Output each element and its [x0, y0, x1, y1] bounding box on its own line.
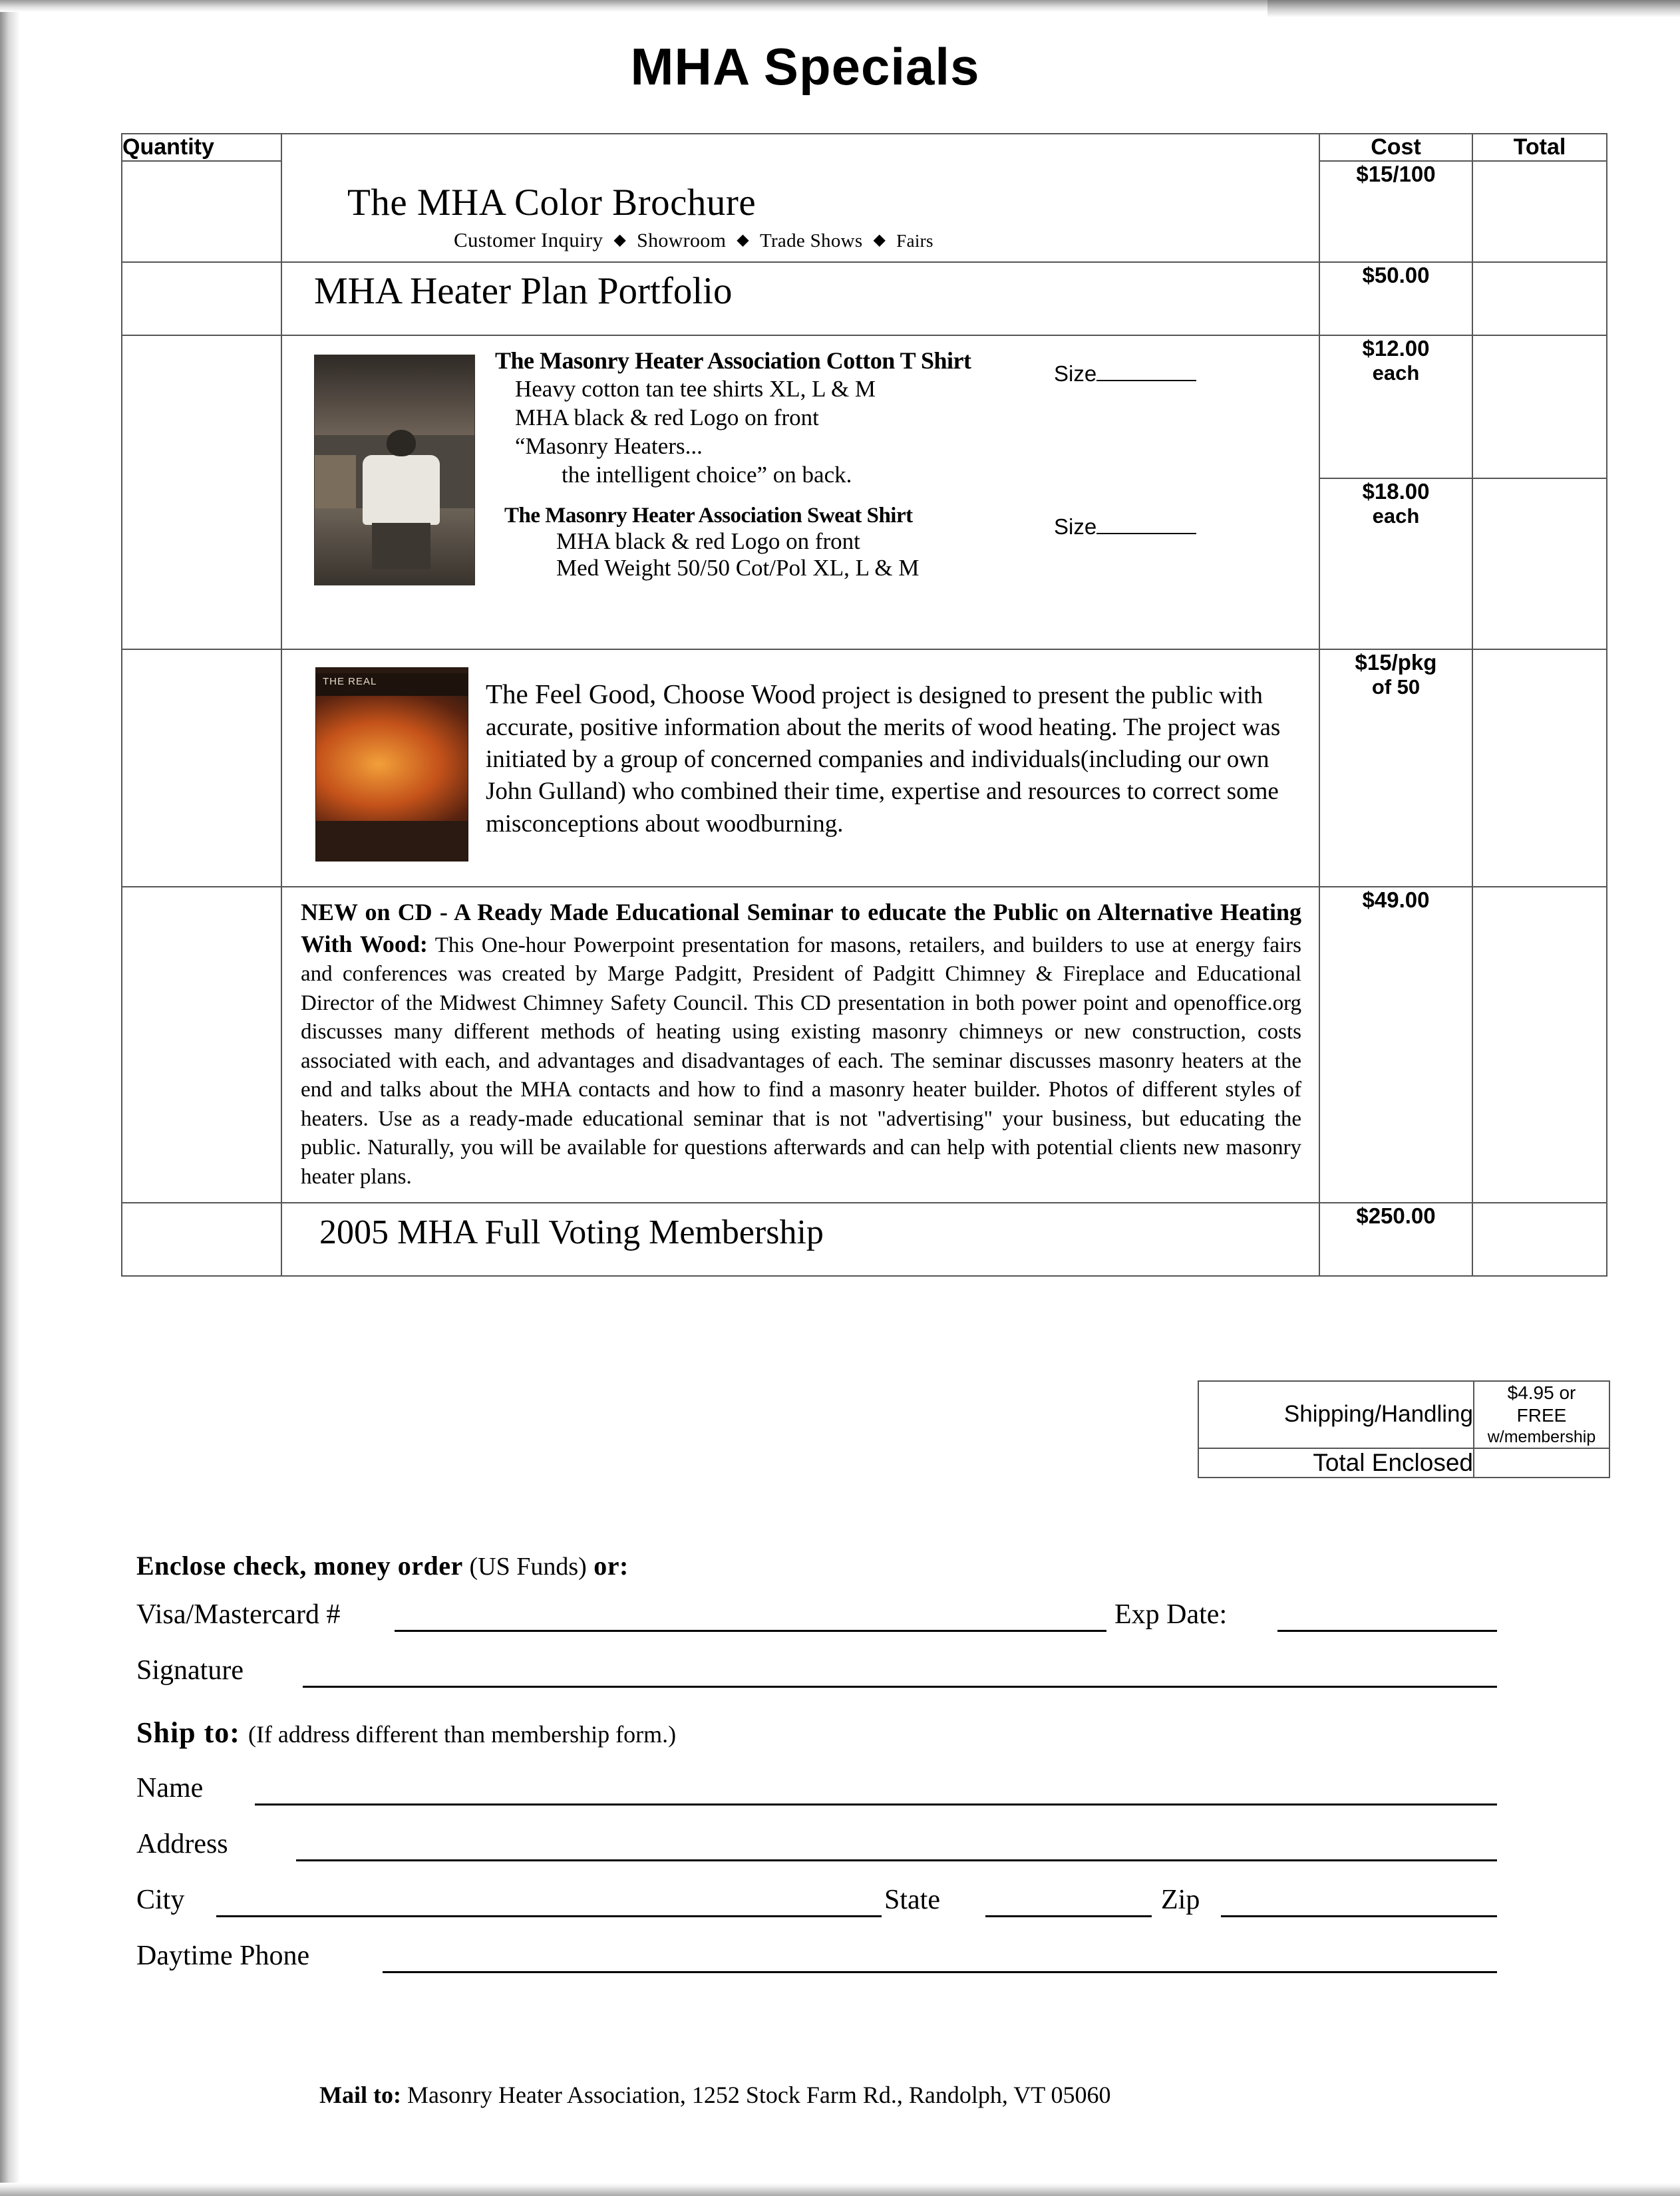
table-row-tshirt	[122, 335, 1607, 478]
cost-sweatshirt-unit: each	[1372, 504, 1420, 528]
ship-to-title: Ship to:	[136, 1716, 240, 1749]
choose-wood-booklet-photo	[315, 667, 468, 862]
cost-cd: $49.00	[1319, 887, 1472, 1203]
payment-section	[136, 1550, 1507, 1978]
cost-membership: $250.00	[1319, 1203, 1472, 1276]
zip-label: Zip	[1161, 1885, 1200, 1915]
brochure-sub-4: Fairs	[896, 231, 933, 251]
totals-table	[1198, 1380, 1610, 1478]
total-enclosed-label: Total Enclosed	[1198, 1448, 1474, 1478]
booklet-caption: THE REAL	[323, 676, 377, 687]
feel-good-text	[486, 650, 1319, 854]
state-label: State	[884, 1885, 940, 1915]
mail-to-address: Masonry Heater Association, 1252 Stock Farm Rd., Randolph, VT 05060	[407, 2082, 1111, 2108]
quantity-input-feel-good[interactable]	[122, 649, 281, 887]
sweatshirt-line-1: MHA black & red Logo on front	[556, 528, 860, 555]
membership-title: 2005 MHA Full Voting Membership	[319, 1213, 824, 1252]
desc-feel-good	[281, 649, 1319, 887]
shipping-value-line1: $4.95 or	[1507, 1382, 1576, 1403]
shipping-value-line3: w/membership	[1487, 1428, 1596, 1447]
cost-tshirt-amount: $12.00	[1362, 336, 1430, 361]
name-input[interactable]	[255, 1804, 1497, 1805]
tshirt-size-field[interactable]	[1054, 361, 1196, 387]
exp-date-label: Exp Date:	[1114, 1599, 1228, 1630]
order-items-table	[121, 133, 1607, 1277]
sweatshirt-line-2: Med Weight 50/50 Cot/Pol XL, L & M	[556, 555, 920, 581]
diamond-bullet-icon-2: ◆	[737, 232, 749, 249]
sweatshirt-size-label: Size	[1054, 514, 1097, 539]
tshirt-line-2: MHA black & red Logo on front	[515, 404, 819, 431]
tshirt-line-1: Heavy cotton tan tee shirts XL, L & M	[515, 376, 876, 402]
signature-label: Signature	[136, 1655, 244, 1686]
brochure-subtitle	[287, 224, 1322, 260]
cost-portfolio: $50.00	[1319, 262, 1472, 335]
table-row-membership	[122, 1203, 1607, 1276]
shipping-value-line2: FREE	[1516, 1405, 1567, 1426]
feel-good-title: The Feel Good, Choose Wood	[486, 679, 816, 709]
cost-feel-good-amount: $15/pkg	[1355, 650, 1437, 675]
header-total: Total	[1472, 134, 1607, 161]
enclose-instructions	[136, 1550, 1507, 1581]
phone-row	[136, 1940, 1507, 1978]
shipping-value	[1474, 1381, 1609, 1448]
address-input[interactable]	[296, 1859, 1497, 1861]
tshirt-heading: The Masonry Heater Association Cotton T Shirt	[495, 347, 971, 374]
cost-tshirt	[1319, 335, 1472, 478]
cost-tshirt-unit: each	[1372, 361, 1420, 385]
table-header-row	[122, 134, 1607, 161]
cost-feel-good-unit: of 50	[1371, 675, 1421, 699]
enclose-or-text: or:	[593, 1551, 629, 1581]
city-label: City	[136, 1885, 185, 1915]
total-input-portfolio[interactable]	[1472, 262, 1607, 335]
desc-membership	[281, 1203, 1319, 1276]
tshirt-line-4: the intelligent choice” on back.	[562, 462, 852, 488]
sweatshirt-size-field[interactable]	[1054, 514, 1196, 540]
exp-date-input[interactable]	[1277, 1630, 1497, 1632]
card-number-label: Visa/Mastercard #	[136, 1599, 341, 1630]
brochure-title: The MHA Color Brochure	[347, 182, 756, 224]
cost-sweatshirt-amount: $18.00	[1362, 478, 1430, 504]
page-corner-shadow	[1267, 0, 1680, 17]
total-enclosed-row	[1198, 1448, 1609, 1478]
phone-input[interactable]	[383, 1971, 1497, 1973]
signature-row	[136, 1654, 1507, 1693]
sweatshirt-heading: The Masonry Heater Association Sweat Shirt	[504, 504, 913, 528]
desc-brochure	[287, 174, 1322, 260]
signature-input[interactable]	[303, 1686, 1497, 1688]
table-row-feel-good	[122, 649, 1607, 887]
desc-cd	[281, 887, 1319, 1203]
header-cost: Cost	[1319, 134, 1472, 161]
address-label: Address	[136, 1829, 228, 1859]
total-input-sweatshirt[interactable]	[1472, 478, 1607, 649]
brochure-sub-3: Trade Shows	[759, 230, 863, 251]
tshirt-size-label: Size	[1054, 361, 1097, 386]
total-input-membership[interactable]	[1472, 1203, 1607, 1276]
quantity-input-cd[interactable]	[122, 887, 281, 1203]
mail-to-footer	[319, 2081, 1111, 2109]
ship-to-heading	[136, 1716, 1507, 1750]
brochure-sub-1: Customer Inquiry	[454, 228, 603, 251]
feel-good-body: project is designed to present the public with accurate, positive information about the merits of wood heating. The project was initiated by a group of concerned companies and individuals(including our own John Gulland) who combined their time, expertise and resources to correct some misconceptions about woodburning.	[486, 682, 1281, 838]
city-input[interactable]	[216, 1915, 882, 1917]
zip-input[interactable]	[1221, 1915, 1497, 1917]
total-input-tshirt[interactable]	[1472, 335, 1607, 478]
shipping-label: Shipping/Handling	[1198, 1381, 1474, 1448]
cd-body: This One-hour Powerpoint presentation for masons, retailers, and builders to use at energy fairs and conferences was created by Marge Padgitt, President of Padgitt Chimney & Fireplace and Educational Director of the Midwest Chimney Safety Council. This CD presentation in both power point and openoffice.org discusses many different methods of heating using existing masonry chimneys or new construction, costs associated with each, and advantages and disadvantages of each. The seminar discusses masonry heaters at the end and talks about the MHA contacts and how to find a masonry heater builder. Photos of different styles of heaters. Use as a ready-made educational seminar that is not "advertising" your business, but educating the public. Naturally, you will be available for questions afterwards and can help with potential clients new masonry heater plans.	[301, 933, 1301, 1189]
ship-to-note: (If address different than membership form.)	[248, 1721, 677, 1748]
portfolio-title: MHA Heater Plan Portfolio	[314, 270, 733, 312]
phone-label: Daytime Phone	[136, 1941, 310, 1971]
cost-brochure: $15/100	[1319, 161, 1472, 262]
card-number-input[interactable]	[395, 1630, 1106, 1632]
shipping-row	[1198, 1381, 1609, 1448]
desc-shirts	[281, 335, 1319, 649]
page-edge-shadow-left	[0, 0, 20, 2196]
table-row-cd	[122, 887, 1607, 1203]
enclose-bold-text: Enclose check, money order	[136, 1551, 462, 1581]
cd-lead: NEW on CD - A Ready Made Educational Seminar to educate the Public on Alternative Heating With Wood:	[301, 899, 1301, 957]
header-quantity: Quantity	[122, 134, 281, 161]
card-number-row	[136, 1599, 1507, 1637]
total-enclosed-input[interactable]	[1474, 1448, 1609, 1478]
diamond-bullet-icon: ◆	[613, 232, 627, 249]
quantity-input-membership[interactable]	[122, 1203, 281, 1276]
table-row-portfolio	[122, 262, 1607, 335]
name-row	[136, 1772, 1507, 1811]
quantity-input-brochure[interactable]	[122, 161, 281, 262]
name-label: Name	[136, 1773, 204, 1804]
diamond-bullet-icon-3: ◆	[873, 232, 886, 249]
state-input[interactable]	[985, 1915, 1152, 1917]
cost-feel-good	[1319, 649, 1472, 887]
mail-to-label: Mail to:	[319, 2082, 401, 2108]
total-input-brochure[interactable]	[1472, 161, 1607, 262]
quantity-input-portfolio[interactable]	[122, 262, 281, 335]
brochure-sub-2: Showroom	[637, 230, 727, 251]
enclose-usfunds-text: (US Funds)	[469, 1553, 587, 1581]
total-input-feel-good[interactable]	[1472, 649, 1607, 887]
tshirt-line-3: “Masonry Heaters...	[515, 433, 703, 460]
address-row	[136, 1828, 1507, 1867]
t-shirt-photo	[314, 355, 475, 585]
desc-portfolio	[281, 262, 1319, 335]
page-title: MHA Specials	[630, 37, 980, 96]
city-state-zip-row	[136, 1884, 1507, 1923]
cost-sweatshirt	[1319, 478, 1472, 649]
total-input-cd[interactable]	[1472, 887, 1607, 1203]
page-edge-shadow-bottom	[0, 2183, 1680, 2196]
quantity-input-shirts[interactable]	[122, 335, 281, 649]
